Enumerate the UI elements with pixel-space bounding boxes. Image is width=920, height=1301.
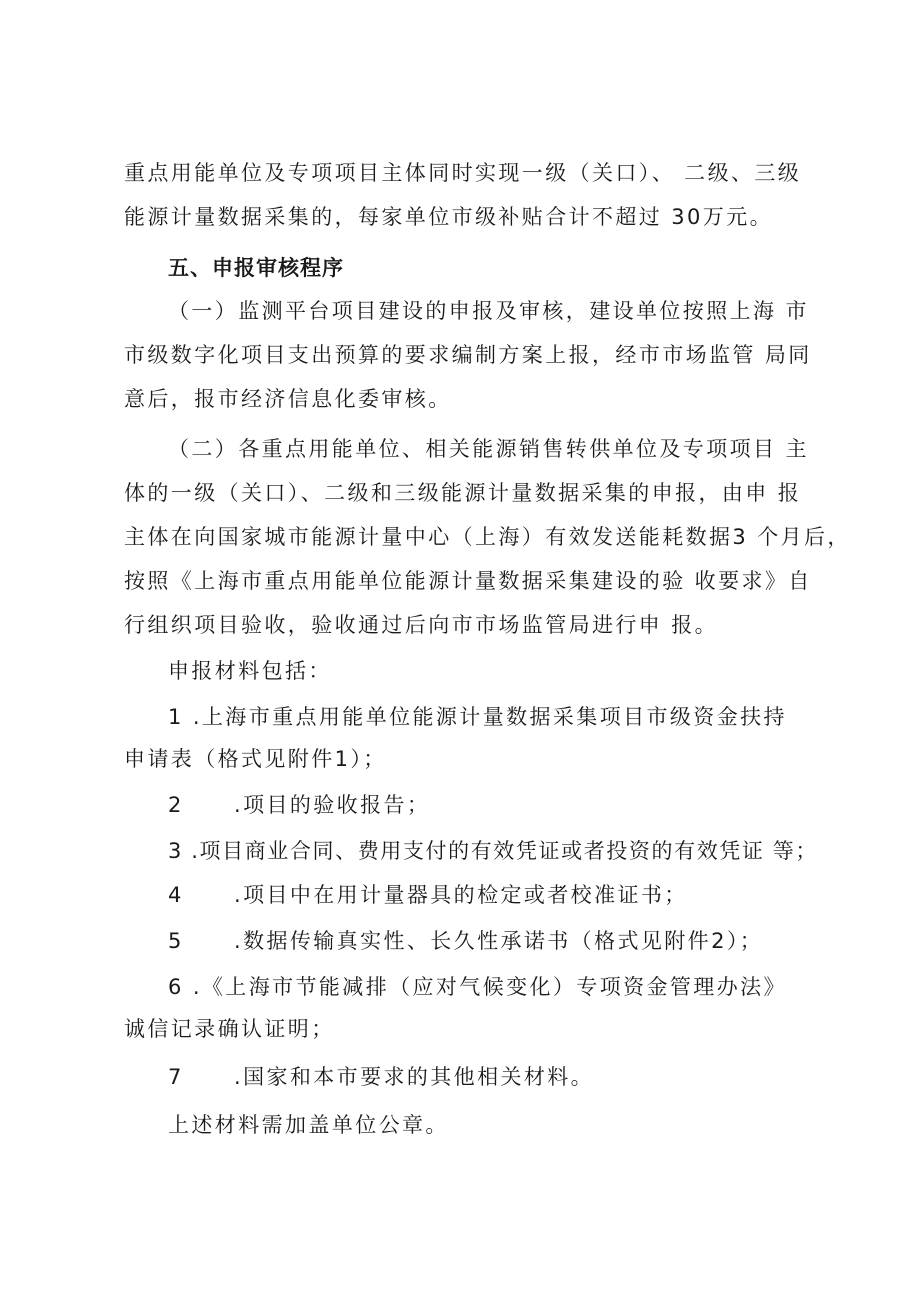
item-number: 2 <box>168 793 184 817</box>
item-number: 4 <box>168 883 184 907</box>
list-item: 3 .项目商业合同、费用支付的有效凭证或者投资的有效凭证 等； <box>168 839 818 863</box>
intro-line: 能源计量数据采集的，每家单位市级补贴合计不超过 30万元。 <box>124 205 773 229</box>
item-text: .项目的验收报告； <box>234 793 431 817</box>
paragraph-line: 按照《上海市重点用能单位能源计量数据采集建设的验 收要求》自 <box>124 569 812 593</box>
paragraph-line: 行组织项目验收，验收通过后向市市场监管局进行申 报。 <box>124 613 719 637</box>
paragraph-line: 意后，报市经济信息化委审核。 <box>124 387 452 411</box>
item-text: .数据传输真实性、长久性承诺书（格式见附件2）； <box>234 929 764 953</box>
list-item: 1 .上海市重点用能单位能源计量数据采集项目市级资金扶持 <box>168 705 787 729</box>
item-text: .项目中在用计量器具的检定或者校准证书； <box>234 883 688 907</box>
list-item-continuation: 诚信记录确认证明； <box>124 1017 335 1041</box>
closing-note: 上述材料需加盖单位公章。 <box>168 1113 449 1137</box>
item-number: 5 <box>168 929 184 953</box>
list-item <box>168 790 430 820</box>
paragraph-line: 市级数字化项目支出预算的要求编制方案上报，经市市场监管 局同 <box>124 343 812 367</box>
paragraph-line: 主体在向国家城市能源计量中心（上海）有效发送能耗数据3 个月后， <box>124 525 851 549</box>
section-title: 五、申报审核程序 <box>168 256 344 280</box>
list-item <box>168 926 763 956</box>
item-number: 7 <box>168 1065 184 1089</box>
paragraph-line: （二）各重点用能单位、相关能源销售转供单位及专项项目 主 <box>168 437 809 461</box>
list-item-continuation: 申请表（格式见附件1）； <box>124 747 387 771</box>
list-item <box>168 1062 594 1092</box>
intro-line: 重点用能单位及专项项目主体同时实现一级（关口）、 二级、三级 <box>124 161 802 185</box>
paragraph-line: 体的一级（关口）、二级和三级能源计量数据采集的申报，由申 报 <box>124 481 802 505</box>
list-item: 6 .《上海市节能减排（应对气候变化）专项资金管理办法》 <box>168 975 787 999</box>
item-text: .国家和本市要求的其他相关材料。 <box>234 1065 595 1089</box>
paragraph-line: （一）监测平台项目建设的申报及审核，建设单位按照上海 市 <box>168 299 809 323</box>
list-item <box>168 880 688 910</box>
materials-intro: 申报材料包括： <box>168 659 332 683</box>
